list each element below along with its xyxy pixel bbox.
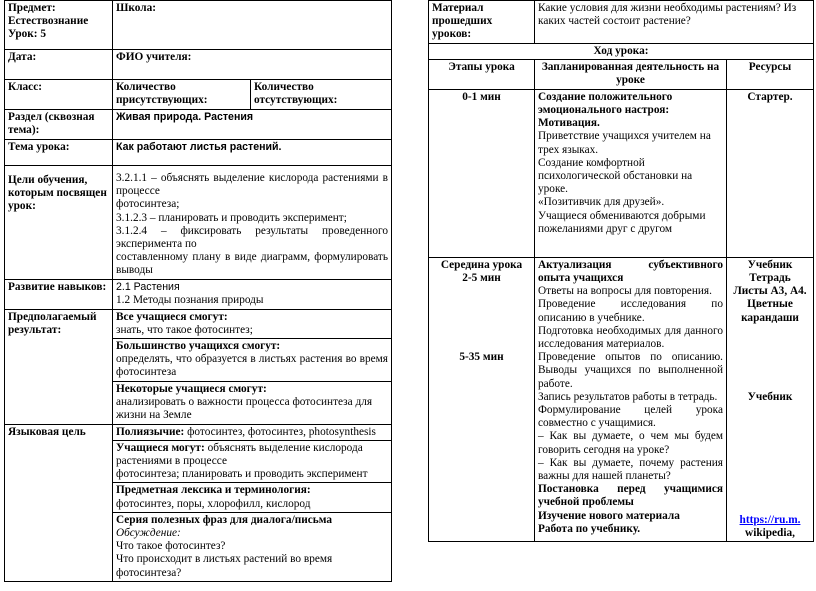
goal-line: 3.1.2.4 – фиксировать результаты проведенного эксперимента по bbox=[116, 224, 388, 251]
phrases-heading: Серия полезных фраз для диалога/письма bbox=[116, 513, 332, 526]
previous-material-text: Какие условия для жизни необходимы растениям? Из каких частей состоит растение? bbox=[535, 1, 814, 44]
activity-line: «Позитивчик для друзей». bbox=[538, 196, 665, 209]
resource-cell: Стартер. bbox=[727, 89, 814, 257]
goals-cell bbox=[113, 166, 392, 280]
language-goal-cell bbox=[113, 424, 392, 581]
stage-cell bbox=[429, 257, 535, 542]
skills-cell bbox=[113, 279, 392, 309]
teacher-cell: ФИО учителя: bbox=[113, 50, 392, 80]
activity-line: – Как вы думаете, о чем мы будем говорить сегодня на уроке? bbox=[538, 430, 723, 456]
resource-item: Листы А3, А4. bbox=[733, 285, 807, 298]
section-label: Раздел (сквозная тема): bbox=[5, 110, 113, 140]
polylingual-text: фотосинтез, фотосинтез, photosynthesis bbox=[184, 425, 376, 438]
most-students-text: определять, что образуется в листьях растения во время фотосинтеза bbox=[116, 353, 388, 379]
planned-activity-header: Запланированная деятельность на уроке bbox=[535, 59, 727, 89]
discussion-question: Что такое фотосинтез? bbox=[116, 540, 226, 553]
skill-line: 2.1 Растения bbox=[116, 280, 180, 293]
goal-line: 3.1.2.3 – планировать и проводить эксперимент; bbox=[116, 211, 347, 224]
class-cell: Класс: bbox=[5, 80, 113, 110]
activity-bold-line: Изучение нового материала bbox=[538, 509, 680, 522]
resource-item: wikipedia, bbox=[745, 527, 795, 540]
previous-material-label: Материал прошедших уроков: bbox=[429, 1, 535, 44]
activity-bold-line: Актуализация субъективного опыта учащихся bbox=[538, 258, 723, 285]
activity-cell bbox=[535, 89, 727, 257]
all-students-text: знать, что такое фотосинтез; bbox=[116, 323, 253, 336]
activity-bold-line: Постановка перед учащимися учебной проблемы bbox=[538, 483, 723, 509]
skills-label: Развитие навыков: bbox=[5, 279, 113, 309]
date-cell: Дата: bbox=[5, 50, 113, 80]
activity-line: Формулирование целей урока совместно с учащимися. bbox=[538, 404, 723, 430]
activity-line: Проведение опытов по описанию. Выводы учащихся по выполненной работе. bbox=[538, 351, 723, 390]
skill-line: 1.2 Методы познания природы bbox=[116, 293, 264, 306]
topic-value: Как работают листья растений. bbox=[113, 140, 392, 166]
activity-cell bbox=[535, 257, 727, 542]
activity-line: Запись результатов работы в тетрадь. bbox=[538, 390, 718, 403]
polylingual-heading: Полиязычие: bbox=[116, 425, 185, 438]
activity-line: Ответы на вопросы для повторения. bbox=[538, 285, 712, 298]
students-can-text: объяснять выделение кислорода растениями в процессе bbox=[116, 441, 363, 468]
lesson-progress-table bbox=[428, 0, 814, 542]
activity-line: – Как вы думаете, почему растения важны для нашей планеты? bbox=[538, 456, 723, 483]
activity-bold-line: Создание положительного эмоционального настроя: bbox=[538, 90, 673, 117]
lesson-plan-header-table bbox=[4, 0, 392, 582]
stage-cell: 0-1 мин bbox=[429, 89, 535, 257]
vocabulary-text: фотосинтез, поры, хлорофилл, кислород bbox=[116, 497, 311, 510]
most-students-heading: Большинство учащихся смогут: bbox=[116, 340, 281, 353]
students-can-text-2: фотосинтеза; планировать и проводить эксперимент bbox=[116, 468, 368, 481]
discussion-label: Обсуждение: bbox=[116, 527, 181, 540]
topic-label: Тема урока: bbox=[5, 140, 113, 166]
lesson-number: Урок: 5 bbox=[8, 28, 47, 41]
goal-line: 3.2.1.1 – объяснять выделение кислорода растениями в процессе bbox=[116, 172, 388, 198]
present-count-cell: Количество присутствующих: bbox=[113, 80, 251, 110]
activity-bold-line: Мотивация. bbox=[538, 117, 600, 130]
all-students-heading: Все учащиеся смогут: bbox=[116, 310, 228, 323]
activity-line: Проведение исследования по описанию в учебнике. bbox=[538, 298, 723, 324]
expected-result-cell bbox=[113, 309, 392, 424]
activity-bold-line: Работа по учебнику. bbox=[538, 522, 641, 535]
resource-item: Цветные карандаши bbox=[741, 298, 799, 324]
students-can-heading: Учащиеся могут: bbox=[116, 441, 205, 454]
activity-line: Приветствие учащихся учителем на трех языках. bbox=[538, 130, 711, 156]
stage-time: 5-35 мин bbox=[459, 351, 504, 364]
vocabulary-heading: Предметная лексика и терминология: bbox=[116, 484, 311, 497]
activity-line: Подготовка необходимых для данного исследования материалов. bbox=[538, 324, 723, 351]
some-students-text: анализировать о важности процесса фотосинтеза для жизни на Земле bbox=[116, 395, 373, 422]
resource-item: Учебник bbox=[747, 390, 793, 403]
left-page bbox=[4, 0, 392, 591]
subject-cell bbox=[5, 1, 113, 50]
language-goal-label: Языковая цель bbox=[5, 424, 113, 581]
resource-item: Учебник bbox=[747, 258, 793, 271]
discussion-question: Что происходит в листьях растений во время фотосинтеза? bbox=[116, 553, 333, 579]
resource-cell bbox=[727, 257, 814, 542]
right-page bbox=[428, 0, 814, 591]
wikipedia-link[interactable]: https://ru.m. bbox=[739, 514, 801, 527]
stage-time: 2-5 мин bbox=[462, 272, 501, 285]
subject-label: Предмет: Естествознание bbox=[8, 2, 89, 28]
goals-label: Цели обучения, которым посвящен урок: bbox=[5, 166, 113, 280]
goal-line: фотосинтеза; bbox=[116, 198, 180, 211]
expected-result-label: Предполагаемый результат: bbox=[5, 309, 113, 424]
absent-count-cell: Количество отсутствующих: bbox=[251, 80, 392, 110]
resource-link[interactable] bbox=[730, 514, 810, 527]
activity-line: Создание комфортной психологической обстановки на уроке. bbox=[538, 156, 693, 196]
section-value: Живая природа. Растения bbox=[113, 110, 392, 140]
stages-header: Этапы урока bbox=[429, 59, 535, 89]
resources-header: Ресурсы bbox=[727, 59, 814, 89]
resource-item: Тетрадь bbox=[749, 272, 791, 285]
school-cell: Школа: bbox=[113, 1, 392, 50]
lesson-progress-heading: Ход урока: bbox=[429, 43, 814, 59]
goal-line: составленному плану в виде диаграмм, формулировать выводы bbox=[116, 251, 388, 277]
activity-line: Учащиеся обмениваются добрыми пожеланиями друг с другом bbox=[538, 209, 706, 235]
stage-name: Середина урока bbox=[440, 258, 523, 271]
some-students-heading: Некоторые учащиеся смогут: bbox=[116, 382, 267, 395]
